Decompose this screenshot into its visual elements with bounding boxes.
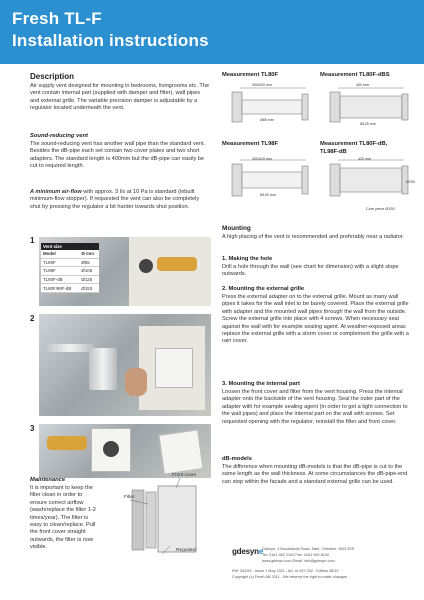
making-hole-text: Drill a hole through the wall (see chart for dimension) with a slight slope outwards. [222,264,399,278]
db-pipe-shape [340,168,402,192]
minimum-airflow-text: with approx. 3 l/s at 10 Pa is standard (inbuilt minimum-flow stopper). If requested the vent can also be completely shut by pressing the regulator a bit harder towards shut position. [30,189,200,210]
logo-text: gdesyn [232,547,259,556]
measurement-diagram-top [222,80,422,135]
footer-copyright: Copyright (c) Fresh AB 2011 - We reserve the right to make changes [232,575,348,579]
description-heading: Description [30,72,75,81]
vent-housing-shape [330,164,340,196]
wall-pipe-shape [242,100,302,114]
mounting-heading: Mounting [222,225,251,232]
mounting-intro: A high placing of the vent is recommended and preferably near a radiator. [222,234,404,240]
table-cell-model: TL98F [41,267,79,276]
screwdriver-image [47,436,87,450]
minimum-airflow-heading: A minimum air-flow [30,189,82,195]
page-title-line2: Installation instructions [12,31,209,50]
external-grille-heading: 2. Mounting the external grille [222,286,305,292]
core-piece-note: Core piece Ø150 [366,207,395,211]
front-cover-label: Front cover [172,473,197,478]
vent-housing-shape [330,92,340,122]
dimension-label: 420 mm [358,157,371,161]
table-header-size: Ø mm [79,250,99,258]
minimum-airflow-paragraph [30,189,210,211]
external-grille-image [155,348,193,388]
measurement-diagram-bottom [222,156,422,206]
dimension-label: Ø100 mm [260,193,276,197]
external-grille-shape [302,94,308,120]
table-row [41,267,99,276]
table-cell-model: TL80F [41,258,79,267]
db-models-text: The difference when mounting dB-models is that the dB-pipe is cut to the same length as the wall thickness. At some circumstances the dB-pipe-end can stop within the facade and a standard external grille can be used. [222,464,408,485]
footer-phone: Tel: 0161 962 2102 Fax: 0161 962 8100 [262,553,330,557]
table-cell-size: Ø125 [79,275,99,284]
step-2-photo [39,314,211,416]
db-models-heading: dB-models [222,456,252,462]
table-cell-model: TL80F/98F-dB [41,284,79,293]
wall-pipe-shape [242,172,302,188]
maintenance-text: It is important to keep the filter clean in order to ensure correct airflow (wash/replace the filter 1-2 times/year). The filter is easy to clean/replace. Pull the front cover straight outwards, the filter is now visible. [30,485,96,551]
logo-accent: e [258,547,264,556]
gdesyn-logo [232,547,263,556]
external-grille-shape [302,166,308,194]
filter-shape [146,492,156,548]
table-cell-model: TL80F-dB [41,275,79,284]
page-title-line1: Fresh TL-F [12,9,102,28]
table-row [41,258,99,267]
vent-front-image [158,429,203,474]
external-grille-text: Press the external adapter on to the external grille. Mount as many wall pipes it takes for the wall inlet to be barely covered. Place the external grille with adapter and the mounted wall pipes through the wall from the outside. Screw the external grille into place with 4 screws. When necessary seal against the wall with for example sealing agent. At weather-exposed areas replace the external grille with a storm cover or complement the grille with a rain cover. [222,294,409,345]
step-number-3: 3 [30,424,35,433]
wall-pipe-image [89,348,117,390]
table-header-model: Model [41,250,79,258]
vent-size-table-title: Vent size [41,243,99,250]
dimension-label: 300/420 mm [252,83,272,87]
regulator-label: Regulator [176,548,197,553]
hand-image [125,368,147,396]
db-pipe-shape [340,96,402,118]
table-cell-size: Ø105 [79,267,99,276]
drilled-hole-image [139,259,153,273]
sound-reducing-text: The sound-reducing vent has another wall pipe than the standard vent. Besides the dB-pipe each set contain two cover plates and two short adapters. The standard length is 400mm but the dB-pipe can easily be cut to required length. [30,141,206,170]
sealant-gun-image [45,344,95,352]
dimension-label: Ø150 [406,180,415,184]
description-text: Air supply vent designed for mounting in bedrooms, livingrooms etc. The vent contain internal part (supplied with damper and filter), wall pipes and external grille. The variable precision damper is adjustable by a regulator located underneath the vent. [30,83,209,112]
measurement-tl80f-dbs-title: Measurement TL80F-dBS [320,72,390,78]
table-cell-size: Ø85 [79,258,99,267]
header-banner [0,0,424,64]
footer-address: Gdesyn, 3 Brooklands Road, Sale, Cheshire, M33 3SS [262,547,355,551]
dimension-label: Ø125 mm [360,122,376,126]
table-row [41,284,99,293]
maintenance-diagram [110,470,220,570]
footer-reference: Ref: 34/292 - Issue 1 May 2011 - Art. nr 937 002 - Edition 38/10 [232,569,339,573]
footer-web: www.gdesyn.com Email: info@gdesyn.com [262,559,335,563]
measurement-tl80f-title: Measurement TL80F [222,72,279,78]
drill-image [157,257,197,271]
vent-housing-shape [232,92,242,122]
dimension-label: Ø85 mm [260,118,274,122]
vent-size-table [41,243,99,293]
internal-part-heading: 3. Mounting the internal part [222,381,300,387]
internal-part-text: Loosen the front cover and filter from the vent housing. Press the internal adapter onto the backside of the vent housing. Seal the outer part of the adapter with for example sealing agent (in order to get a tight connection to the wall pipes) and place the internal part on the wall with screws. Set requested opening with the regulator, reinstall the filter and front cover. [222,389,408,425]
table-row [41,275,99,284]
step-number-1: 1 [30,236,35,245]
front-cover-shape [158,486,196,552]
measurement-tl80f-db-title: Measurement TL80F-dB, [320,141,388,147]
table-cell-size: Ø153 [79,284,99,293]
sound-reducing-heading: Sound-reducing vent [30,133,88,139]
measurement-tl98f-db-title: TL98F-dB [320,149,347,155]
dimension-label: 400 mm [356,83,369,87]
filter-label: Filter [124,495,135,500]
maintenance-heading: Maintenance [30,477,66,483]
dimension-label: 300/420 mm [252,157,272,161]
vent-opening-image [103,441,119,457]
vent-housing-shape [232,164,242,196]
making-hole-heading: 1. Making the hole [222,256,273,262]
measurement-tl98f-title: Measurement TL98F [222,141,279,147]
step-number-2: 2 [30,314,35,323]
external-grille-shape [402,94,408,120]
